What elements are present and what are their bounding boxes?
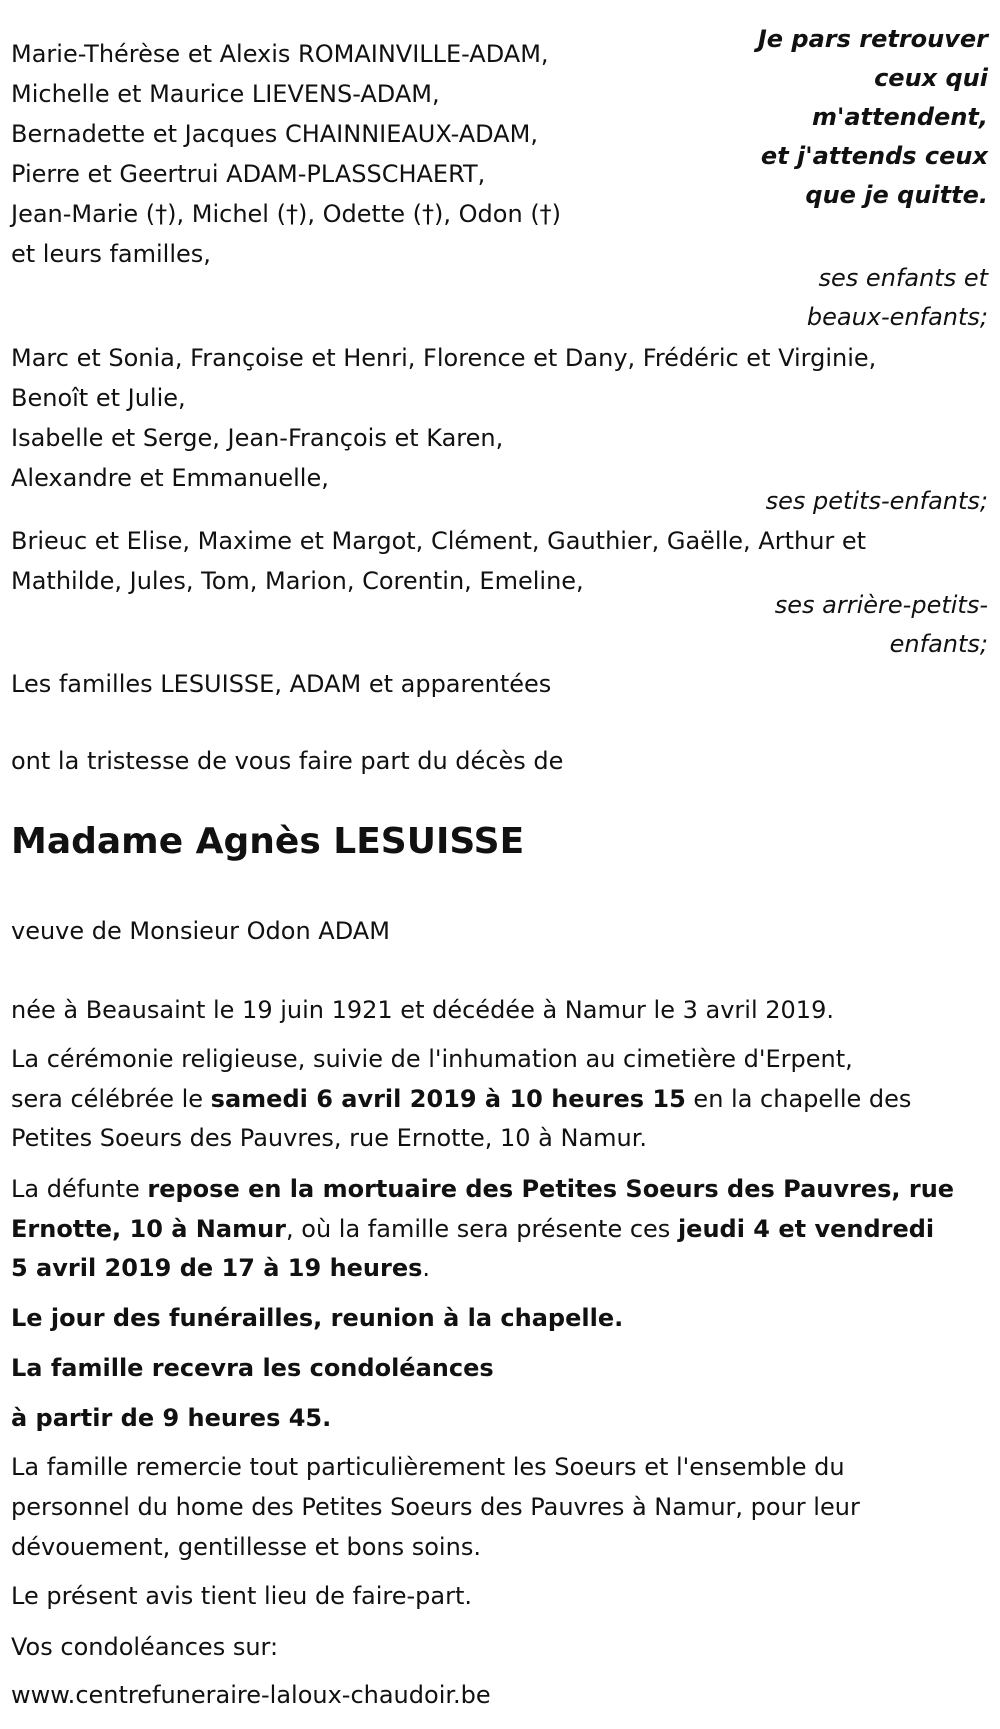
- ceremony-line: La cérémonie religieuse, suivie de l'inhumation au cimetière d'Erpent,: [11, 1045, 853, 1073]
- family-line: Bernadette et Jacques CHAINNIEAUX-ADAM,: [11, 120, 538, 148]
- family-line: Pierre et Geertrui ADAM-PLASSCHAERT,: [11, 160, 486, 188]
- rest-line: La défunte repose en la mortuaire des Petites Soeurs des Pauvres, rue: [11, 1175, 955, 1203]
- ceremony-line: sera célébrée le samedi 6 avril 2019 à 10 heures 15 en la chapelle des: [11, 1085, 912, 1113]
- condolences-time: à partir de 9 heures 45.: [11, 1404, 332, 1432]
- family-line: Marie-Thérèse et Alexis ROMAINVILLE-ADAM,: [11, 40, 549, 68]
- deceased-name: Madame Agnès LESUISSE: [11, 821, 525, 862]
- family-line: Isabelle et Serge, Jean-François et Karen,: [11, 424, 504, 452]
- ceremony-datetime: samedi 6 avril 2019 à 10 heures 15: [210, 1085, 686, 1113]
- relation-label: beaux-enfants;: [806, 303, 988, 331]
- funeral-day: Le jour des funérailles, reunion à la chapelle.: [11, 1304, 624, 1332]
- family-line: Jean-Marie (†), Michel (†), Odette (†), Odon (†): [11, 200, 562, 228]
- family-line: Brieuc et Elise, Maxime et Margot, Clément, Gauthier, Gaëlle, Arthur et: [11, 527, 867, 555]
- announcement: ont la tristesse de vous faire part du décès de: [11, 747, 564, 775]
- relation-label: enfants;: [889, 630, 988, 658]
- family-line: Michelle et Maurice LIEVENS-ADAM,: [11, 80, 440, 108]
- rest-line: Ernotte, 10 à Namur, où la famille sera présente ces jeudi 4 et vendredi: [11, 1215, 935, 1243]
- quote-line: ceux qui: [874, 64, 988, 92]
- family-line: Alexandre et Emmanuelle,: [11, 464, 329, 492]
- birth-death: née à Beausaint le 19 juin 1921 et décédée à Namur le 3 avril 2019.: [11, 996, 834, 1024]
- quote-line: Je pars retrouver: [757, 25, 988, 53]
- quote-line: m'attendent,: [812, 103, 988, 131]
- widow-of: veuve de Monsieur Odon ADAM: [11, 917, 390, 945]
- family-line: Marc et Sonia, Françoise et Henri, Florence et Dany, Frédéric et Virginie,: [11, 344, 877, 372]
- ceremony-line: Petites Soeurs des Pauvres, rue Ernotte, 10 à Namur.: [11, 1124, 648, 1152]
- relation-label: ses arrière-petits-: [774, 591, 988, 619]
- rest-line: 5 avril 2019 de 17 à 19 heures.: [11, 1254, 431, 1282]
- notice: Le présent avis tient lieu de faire-part.: [11, 1582, 473, 1610]
- thanks-line: dévouement, gentillesse et bons soins.: [11, 1533, 481, 1561]
- relation-label: ses petits-enfants;: [765, 487, 988, 515]
- condolences-label: Vos condoléances sur:: [11, 1633, 279, 1661]
- condolences-time: La famille recevra les condoléances: [11, 1354, 494, 1382]
- families-line: Les familles LESUISSE, ADAM et apparentées: [11, 670, 552, 698]
- family-line: et leurs familles,: [11, 240, 211, 268]
- thanks-line: personnel du home des Petites Soeurs des Pauvres à Namur, pour leur: [11, 1493, 860, 1521]
- website-link[interactable]: www.centrefuneraire-laloux-chaudoir.be: [11, 1681, 491, 1709]
- thanks-line: La famille remercie tout particulièrement les Soeurs et l'ensemble du: [11, 1453, 845, 1481]
- family-line: Benoît et Julie,: [11, 384, 186, 412]
- quote-line: que je quitte.: [805, 181, 988, 209]
- quote-line: et j'attends ceux: [760, 142, 988, 170]
- family-line: Mathilde, Jules, Tom, Marion, Corentin, Emeline,: [11, 567, 584, 595]
- relation-label: ses enfants et: [818, 264, 988, 292]
